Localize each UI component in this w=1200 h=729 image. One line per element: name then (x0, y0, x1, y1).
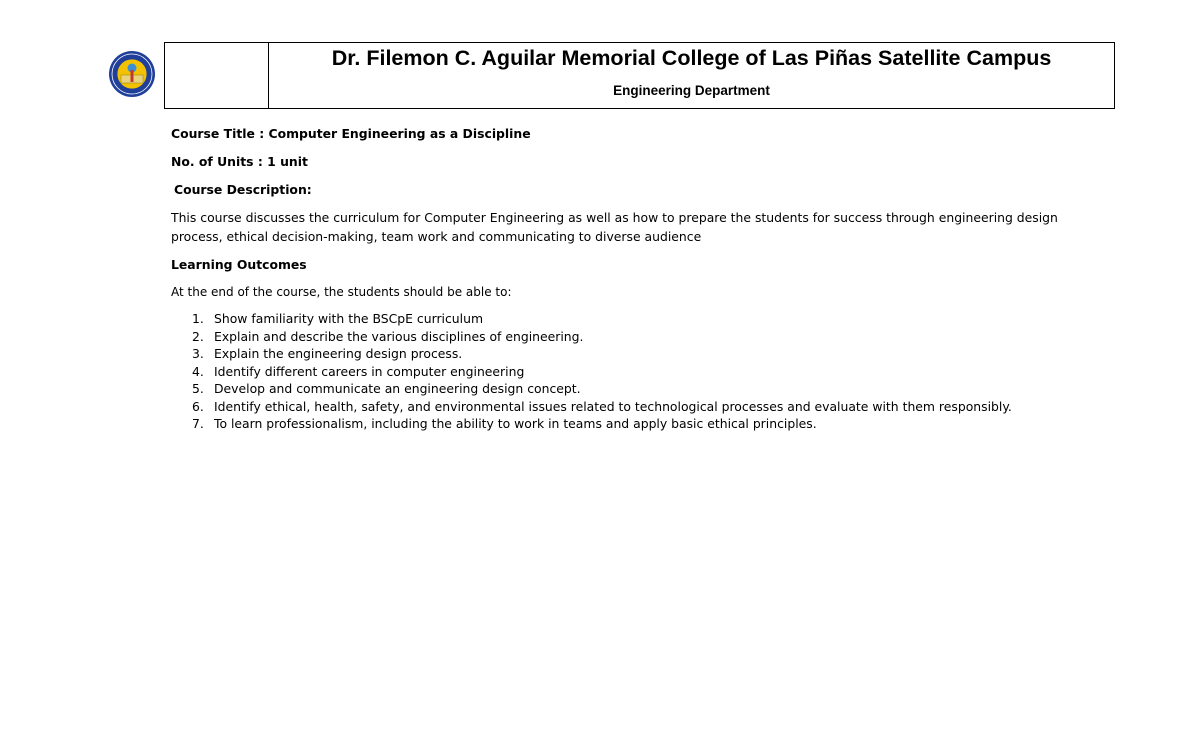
learning-outcomes-label: Learning Outcomes (171, 257, 307, 272)
department-name: Engineering Department (613, 83, 770, 98)
course-description-label: Course Description: (174, 182, 312, 197)
list-item (171, 380, 1101, 398)
list-item-number: 3. (192, 346, 204, 361)
list-item (171, 398, 1101, 416)
document-content (171, 124, 1101, 433)
list-item-text: Explain the engineering design process. (214, 346, 463, 361)
list-item-text: Explain and describe the various disciplines of engineering. (214, 328, 584, 344)
college-seal-logo (108, 50, 156, 98)
list-item-number: 2. (192, 328, 204, 344)
list-item-text: Identify different careers in computer engineering (214, 363, 525, 379)
list-item-number: 6. (192, 398, 204, 414)
course-description-text: This course discusses the curriculum for Computer Engineering as well as how to prepare the students for success through engineering design process, ethical decision-making, team work and communicating to diverse audience (171, 210, 1058, 244)
learning-outcomes-list (171, 310, 1101, 433)
learning-outcomes-intro: At the end of the course, the students should be able to: (171, 285, 512, 299)
list-item (171, 415, 1101, 433)
list-item (171, 328, 1101, 346)
list-item-number: 1. (192, 311, 204, 326)
list-item-text: To learn professionalism, including the ability to work in teams and apply basic ethical principles. (214, 416, 817, 431)
header-table (164, 42, 1115, 109)
number-of-units: No. of Units : 1 unit (171, 154, 308, 169)
list-item-number: 7. (192, 416, 204, 431)
list-item-text: Show familiarity with the BSCpE curriculum (214, 311, 484, 326)
list-item-number: 4. (192, 363, 204, 379)
list-item-number: 5. (192, 381, 204, 396)
list-item (171, 345, 1101, 363)
list-item-text: Develop and communicate an engineering design concept. (214, 381, 581, 396)
header-logo-cell (165, 43, 269, 108)
list-item (171, 363, 1101, 381)
course-title: Course Title : Computer Engineering as a Discipline (171, 126, 531, 141)
college-name: Dr. Filemon C. Aguilar Memorial College of Las Piñas Satellite Campus (331, 46, 1052, 70)
header-title-cell (269, 43, 1114, 108)
list-item-text: Identify ethical, health, safety, and environmental issues related to technological processes and evaluate with them responsibly. (214, 398, 1012, 414)
list-item (171, 310, 1101, 328)
